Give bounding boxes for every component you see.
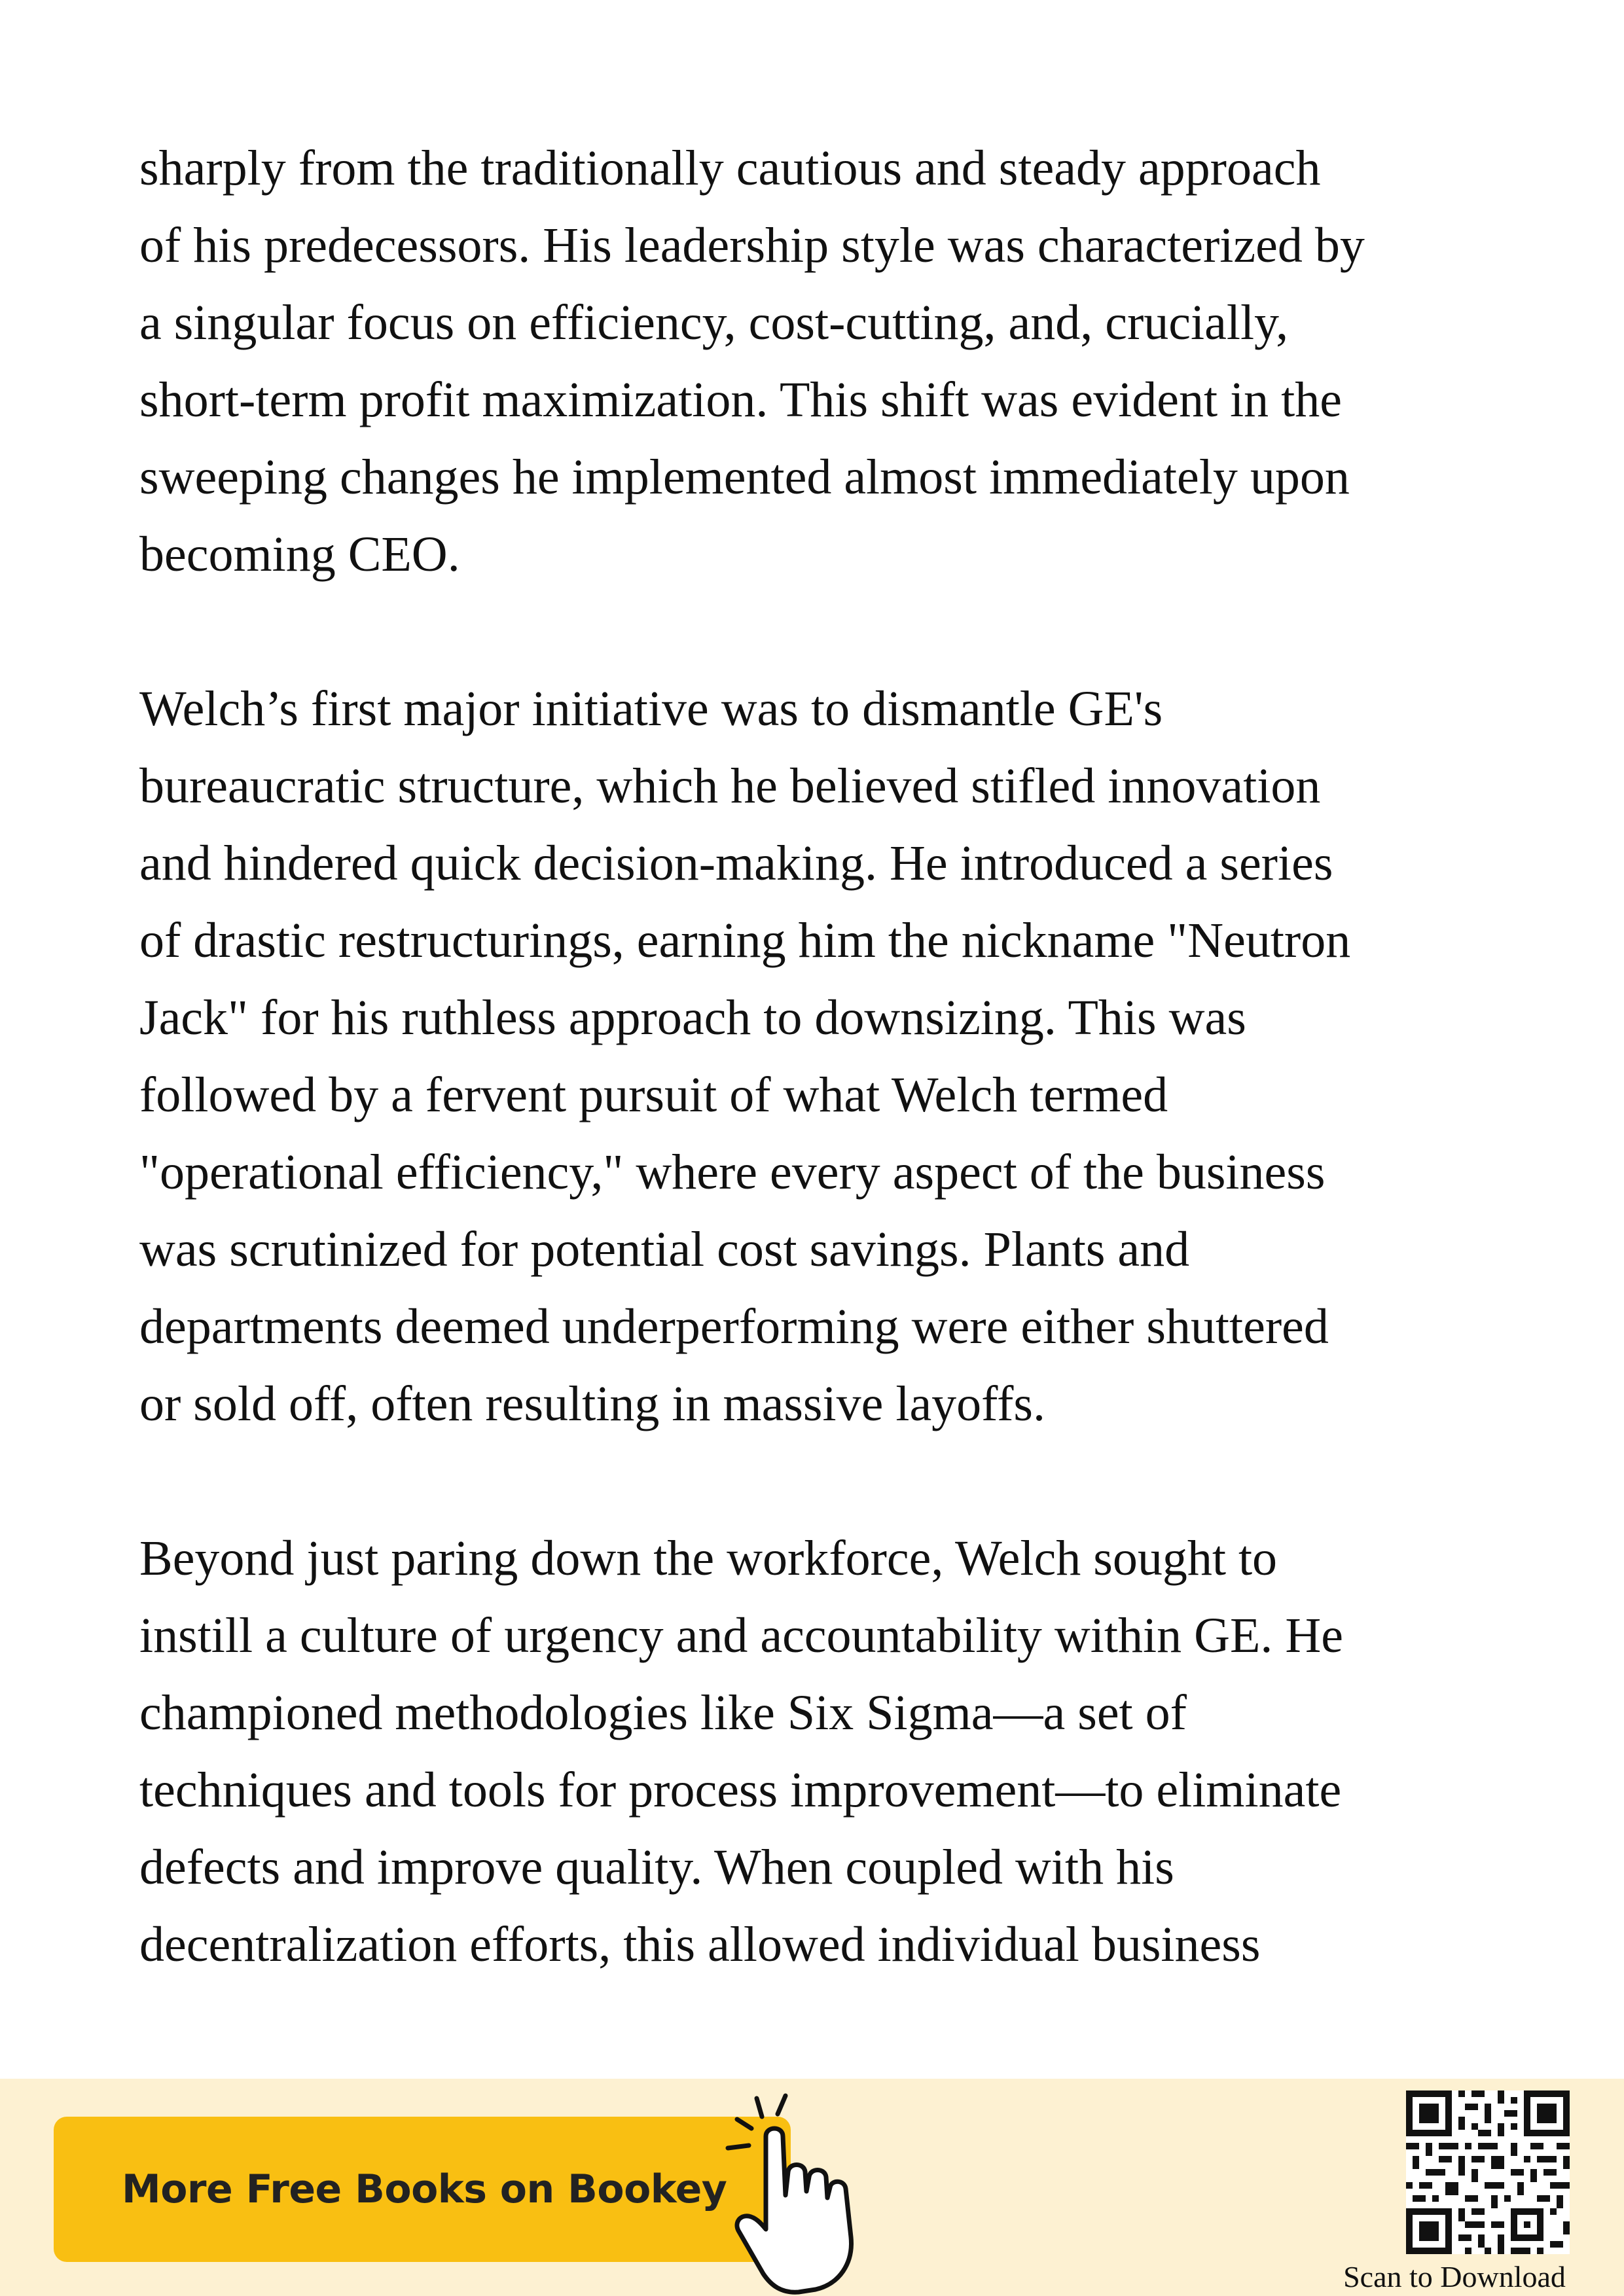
paragraph-2 bbox=[139, 670, 1527, 1443]
paragraph-1 bbox=[139, 130, 1527, 593]
text-line: of drastic restructurings, earning him the nickname "Neutron bbox=[139, 913, 1351, 968]
text-line: bureaucratic structure, which he believed stifled innovation bbox=[139, 759, 1321, 814]
text-line: becoming CEO. bbox=[139, 527, 460, 582]
text-line: sweeping changes he implemented almost immediately upon bbox=[139, 450, 1350, 505]
text-line: Welch’s first major initiative was to dismantle GE's bbox=[139, 681, 1163, 736]
text-line: departments deemed underperforming were either shuttered bbox=[139, 1299, 1329, 1354]
text-line: or sold off, often resulting in massive layoffs. bbox=[139, 1376, 1045, 1431]
text-line: followed by a fervent pursuit of what Welch termed bbox=[139, 1067, 1168, 1122]
pointing-hand-icon bbox=[720, 2085, 884, 2296]
text-line: techniques and tools for process improvement—to eliminate bbox=[139, 1763, 1342, 1818]
more-free-books-label: More Free Books on Bookey bbox=[122, 2166, 727, 2212]
text-line: a singular focus on efficiency, cost-cutting, and, crucially, bbox=[139, 295, 1289, 350]
text-line: "operational efficiency," where every aspect of the business bbox=[139, 1145, 1326, 1200]
promo-footer bbox=[0, 2079, 1624, 2296]
text-line: short-term profit maximization. This shift was evident in the bbox=[139, 372, 1343, 427]
text-line: was scrutinized for potential cost savings. Plants and bbox=[139, 1222, 1190, 1277]
qr-code-icon bbox=[1406, 2090, 1570, 2254]
paragraph-gap bbox=[139, 593, 1527, 670]
text-line: sharply from the traditionally cautious and steady approach bbox=[139, 141, 1321, 196]
text-line: Beyond just paring down the workforce, Welch sought to bbox=[139, 1531, 1278, 1586]
text-line: instill a culture of urgency and accountability within GE. He bbox=[139, 1608, 1343, 1663]
text-line: decentralization efforts, this allowed individual business bbox=[139, 1917, 1261, 1972]
paragraph-gap bbox=[139, 1443, 1527, 1520]
text-line: championed methodologies like Six Sigma—a set of bbox=[139, 1685, 1187, 1740]
text-line: Jack" for his ruthless approach to downsizing. This was bbox=[139, 990, 1246, 1045]
paragraph-3 bbox=[139, 1520, 1527, 1983]
qr-caption: Scan to Download bbox=[1343, 2260, 1566, 2293]
text-line: and hindered quick decision-making. He introduced a series bbox=[139, 836, 1333, 891]
text-line: defects and improve quality. When coupled with his bbox=[139, 1840, 1174, 1895]
text-line: of his predecessors. His leadership style was characterized by bbox=[139, 218, 1365, 273]
page-body bbox=[139, 130, 1527, 1983]
more-free-books-button[interactable] bbox=[54, 2117, 791, 2262]
